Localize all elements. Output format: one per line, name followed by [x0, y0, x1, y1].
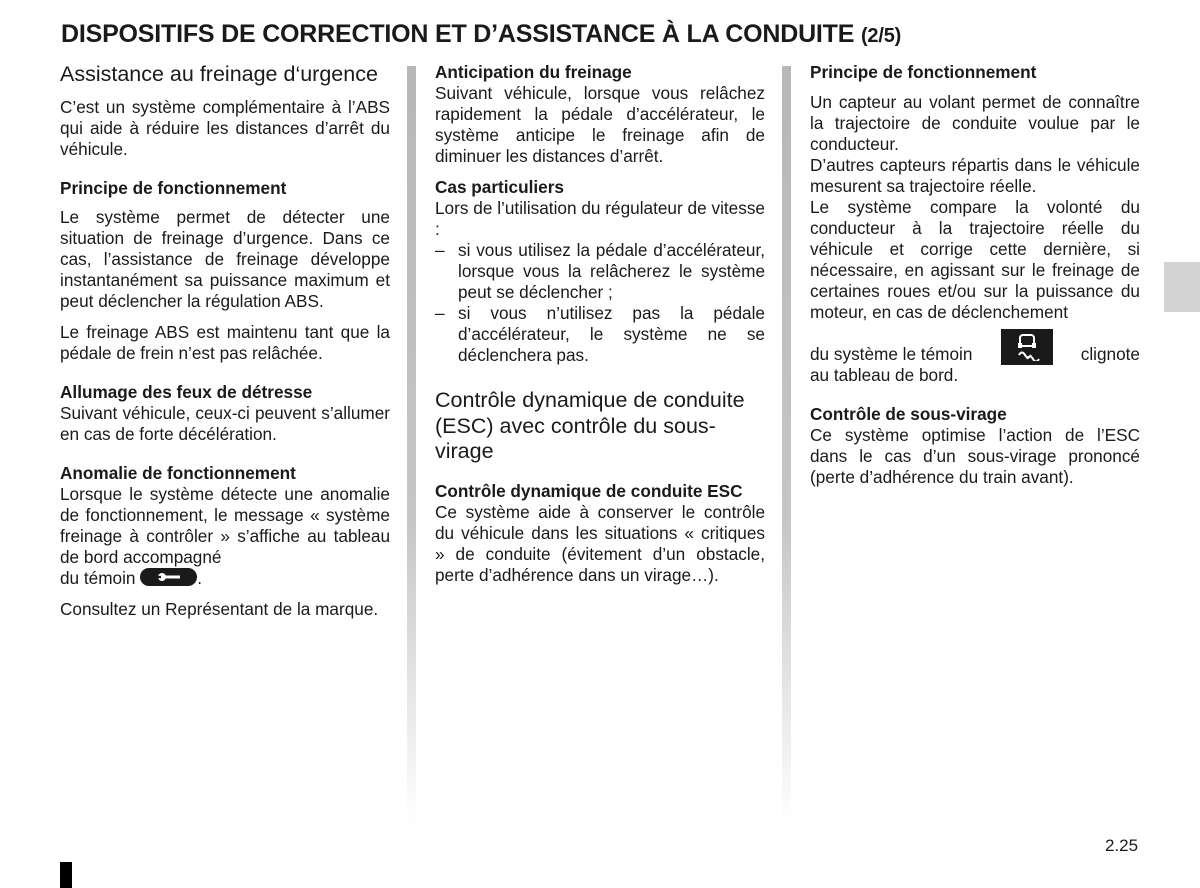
subsection-title: Principe de fonctionnement	[810, 62, 1037, 82]
column-divider	[782, 66, 791, 826]
esc-skid-warning-icon	[1001, 329, 1053, 365]
paragraph: Le système compare la volonté du conducteur à la trajectoire réelle du véhicule et corrige cette dernière, si nécessaire, en agissant sur le freinage de certaines roues et/ou sur la puissance du moteur, en cas de déclenchement	[810, 197, 1140, 322]
dash-marker: –	[435, 240, 445, 260]
page-number: 2.25	[1105, 836, 1139, 855]
page-title-text: DISPOSITIFS DE CORRECTION ET D’ASSISTANCE À LA CONDUITE	[61, 20, 855, 48]
paragraph: Ce système optimise l’action de l’ESC dans le cas d’un sous-virage prononcé (perte d’adhérence du train avant).	[810, 425, 1140, 487]
paragraph: Ce système aide à conserver le contrôle du véhicule dans les situations « critiques » de conduite (évitement d’un obstacle, perte d’adhérence dans un virage…).	[435, 501, 765, 585]
section-heading: Contrôle dynamique de conduite (ESC) avec contrôle du sous-virage	[435, 388, 745, 463]
subsection-title: Allumage des feux de détresse	[60, 382, 313, 402]
section-heading: Assistance au freinage d‘urgence	[60, 62, 378, 86]
paragraph: au tableau de bord.	[810, 365, 959, 385]
paragraph: Lors de l’utilisation du régulateur de vitesse :	[435, 198, 765, 239]
subsection-title: Contrôle dynamique de conduite ESC	[435, 480, 743, 501]
column-divider	[407, 66, 416, 826]
paragraph: Suivant véhicule, lorsque vous relâchez rapidement la pédale d’accélérateur, le système anticipe le freinage afin de diminuer les distances d’arrêt.	[435, 83, 765, 166]
column-3	[810, 62, 1140, 488]
paragraph: Le freinage ABS est maintenu tant que la pédale de frein n’est pas relâchée.	[60, 322, 390, 363]
paragraph: Consultez un Représentant de la marque.	[60, 599, 379, 619]
paragraph: Un capteur au volant permet de connaître la trajectoire de conduite voulue par le conducteur.	[810, 92, 1140, 154]
list-item	[435, 240, 765, 303]
section-tab	[1164, 262, 1200, 312]
paragraph	[60, 568, 390, 589]
page-title	[61, 20, 1161, 49]
inline-text: du système le témoin	[810, 344, 973, 364]
paragraph: C’est un système complémentaire à l’ABS qui aide à réduire les distances d’arrêt du véhicule.	[60, 97, 390, 159]
inline-text: du témoin	[60, 568, 136, 588]
subsection-title: Contrôle de sous-virage	[810, 404, 1007, 424]
column-2	[435, 62, 765, 586]
dash-marker: –	[435, 303, 445, 323]
paragraph: Lorsque le système détecte une anomalie de fonctionnement, le message « système freinage à contrôler » s’affiche au tableau de bord accompagné	[60, 484, 390, 567]
subsection-title: Anomalie de fonctionnement	[60, 463, 296, 483]
column-1	[60, 62, 390, 620]
corner-mark	[60, 862, 72, 888]
page-title-part: (2/5)	[860, 25, 902, 47]
paragraph: Le système permet de détecter une situation de freinage d’urgence. Dans ce cas, l’assistance de freinage développe instantanément sa puissance maximum et peut déclencher la régulation ABS.	[60, 207, 390, 311]
list-item-text: si vous n’utilisez pas la pédale d’accélérateur, le système ne se déclenchera pas.	[458, 303, 765, 365]
paragraph: Suivant véhicule, ceux-ci peuvent s’allumer en cas de forte décélération.	[60, 403, 390, 444]
subsection-title: Principe de fonctionnement	[60, 178, 287, 198]
list-item	[435, 303, 765, 366]
inline-text: clignote	[1080, 344, 1140, 364]
subsection-title: Anticipation du freinage	[435, 62, 632, 82]
period: .	[197, 568, 203, 588]
paragraph	[810, 329, 1140, 365]
paragraph: D’autres capteurs répartis dans le véhicule mesurent sa trajectoire réelle.	[810, 155, 1140, 196]
wrench-warning-icon	[140, 568, 197, 586]
list-item-text: si vous utilisez la pédale d’accélérateur, lorsque vous la relâcherez le système peut se déclencher ;	[458, 240, 765, 302]
subsection-title: Cas particuliers	[435, 177, 564, 197]
